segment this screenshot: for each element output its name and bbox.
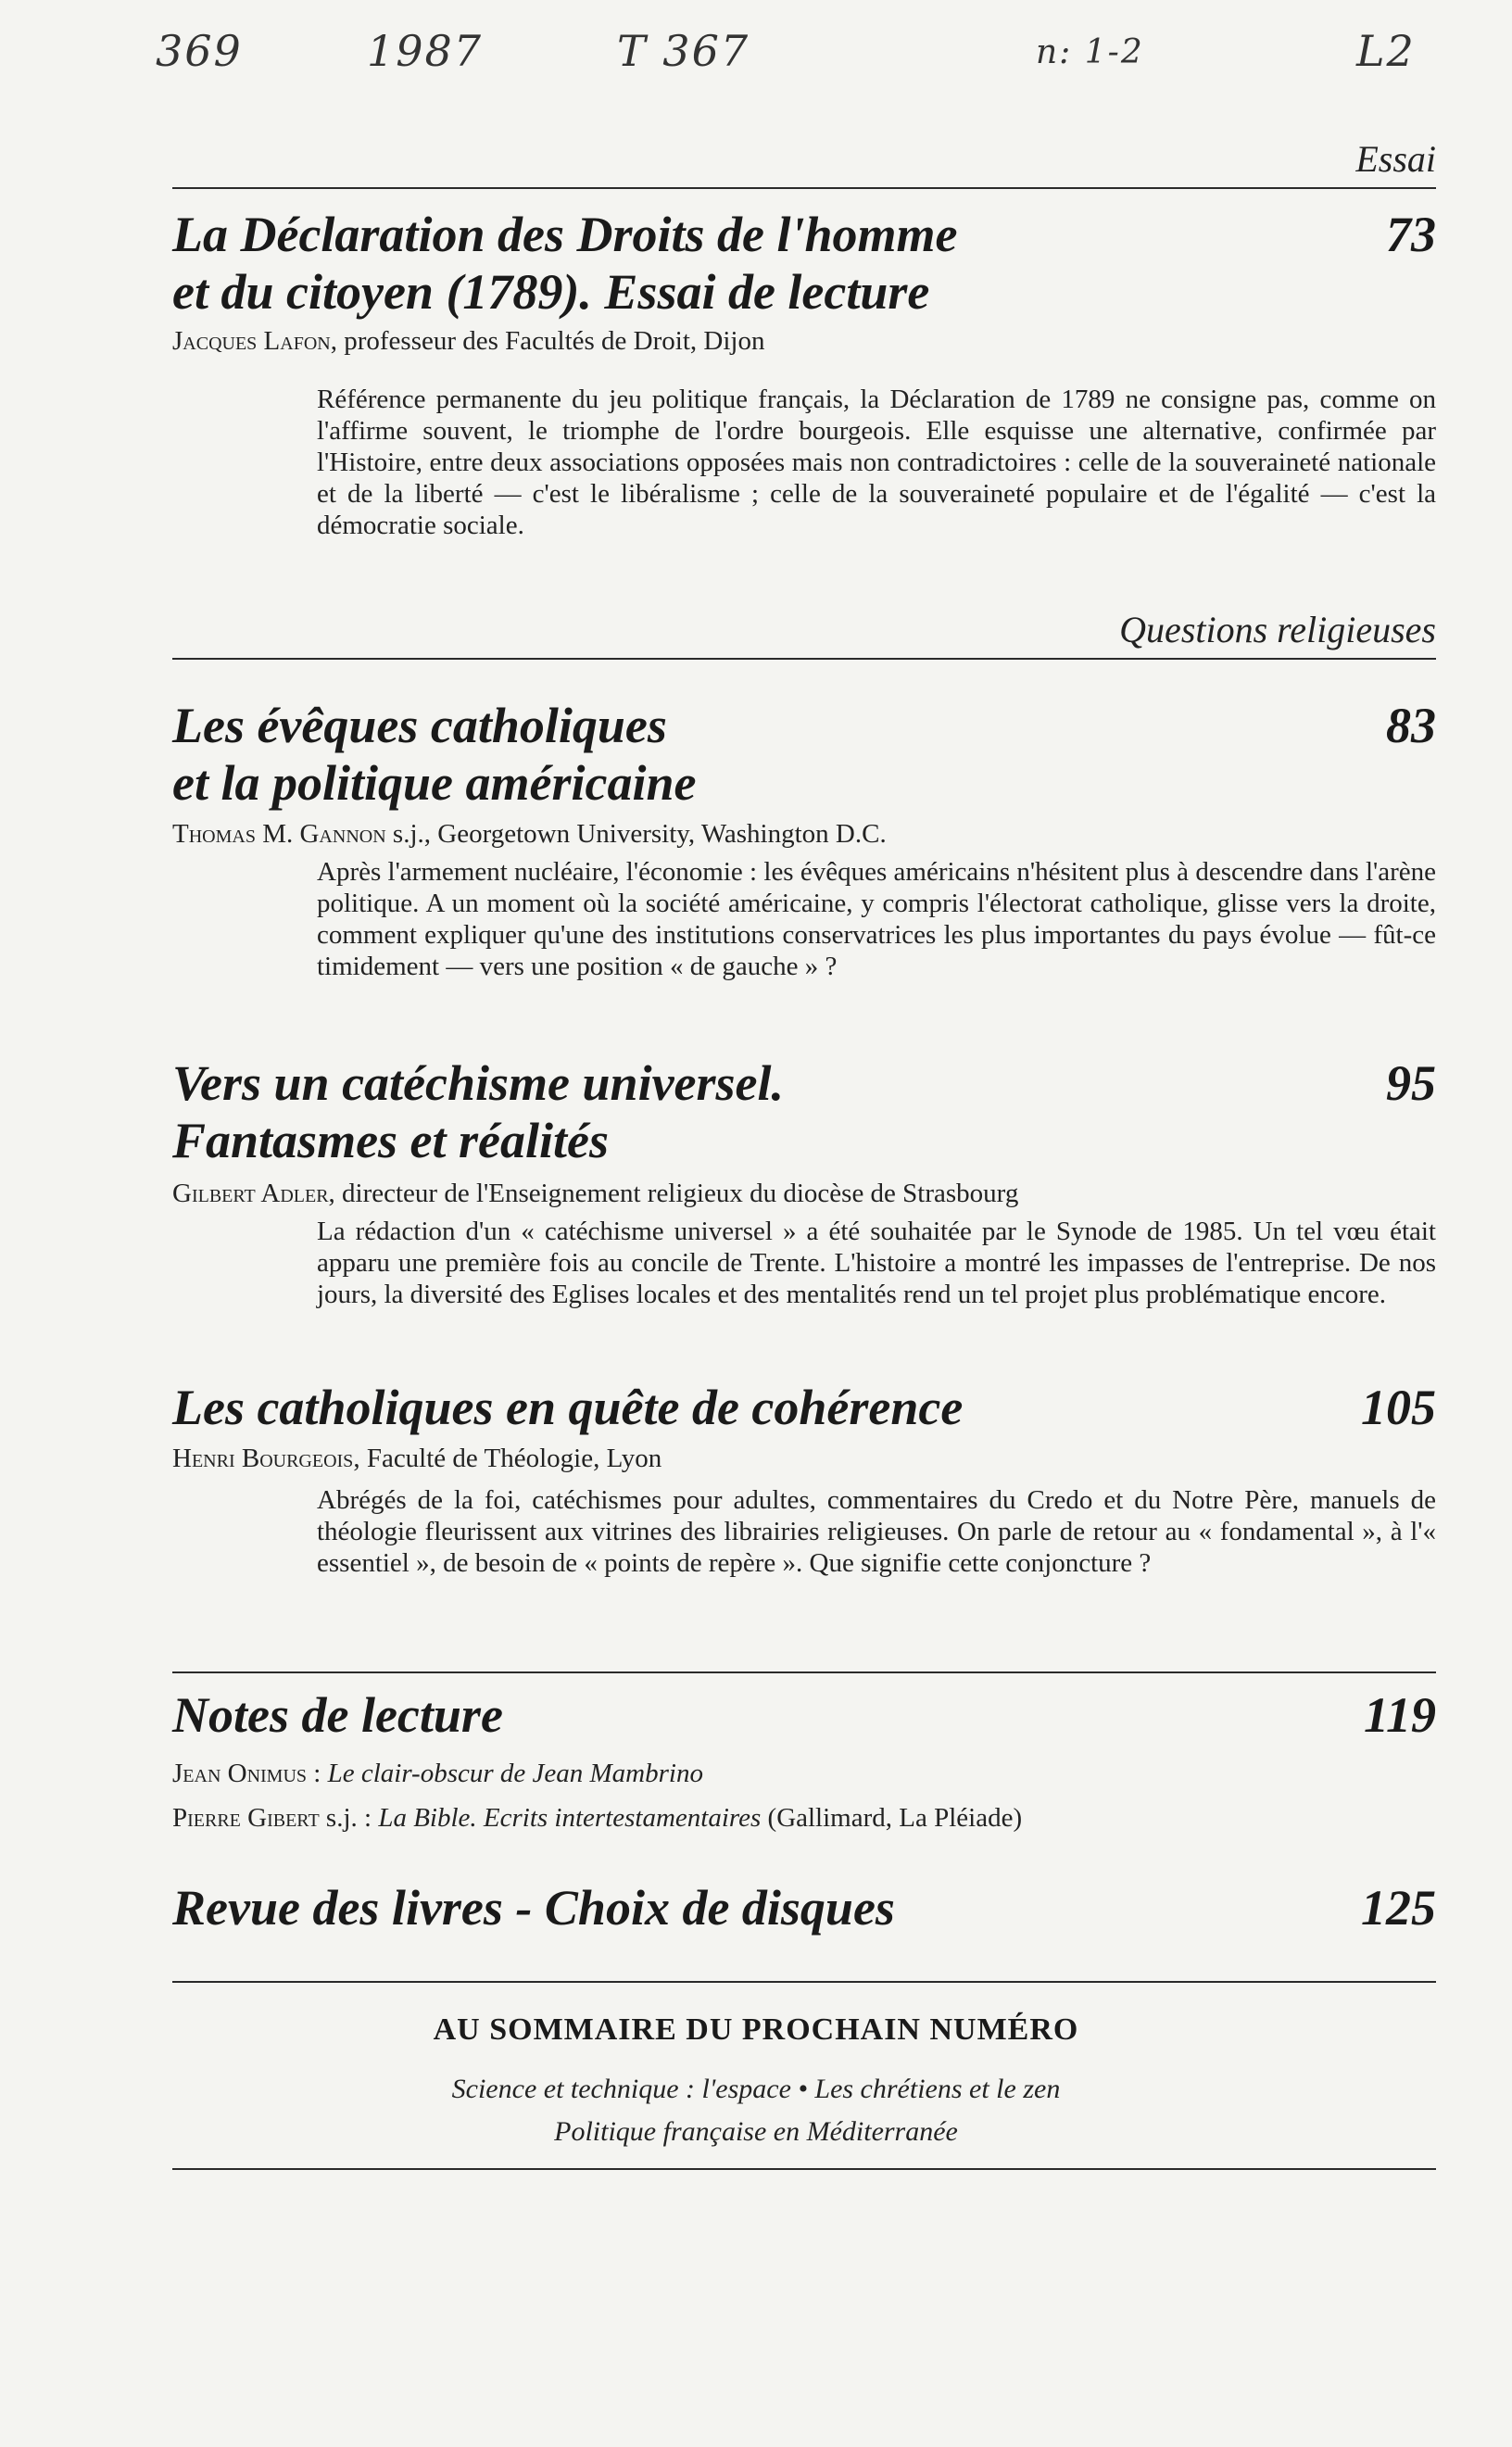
handwritten-mark: L2 (1356, 26, 1416, 76)
article-abstract: Après l'armement nucléaire, l'économie : les évêques américains n'hésitent plus à descendre dans l'arène politique. A un moment où la société américaine, y compris l'électorat catholique, glisse vers la droite, comment expliquer qu'une des institutions conservatrices les plus importantes du pays évolue — fût-ce timidement — vers une position « de gauche » ? (317, 857, 1436, 981)
handwritten-mark: T 367 (617, 26, 750, 76)
page-number: 73 (1386, 207, 1436, 262)
page-number: 95 (1386, 1055, 1436, 1111)
divider (172, 1671, 1436, 1673)
revue-des-livres-title[interactable]: Revue des livres - Choix de disques (172, 1880, 895, 1936)
notes-de-lecture-title[interactable]: Notes de lecture (172, 1687, 503, 1743)
article-title[interactable]: La Déclaration des Droits de l'homme et du citoyen (1789). Essai de lecture (172, 207, 958, 320)
section-label-essai: Essai (1355, 138, 1436, 180)
handwritten-mark: n: 1-2 (1036, 33, 1144, 71)
page-number: 105 (1361, 1380, 1436, 1435)
handwritten-mark: 1987 (367, 26, 484, 76)
section-label-questions-religieuses: Questions religieuses (1119, 609, 1436, 650)
article-title[interactable]: Les évêques catholiques et la politique américaine (172, 698, 697, 811)
article-author: Jacques Lafon, professeur des Facultés de Droit, Dijon (172, 326, 765, 356)
page-number: 125 (1361, 1880, 1436, 1936)
review-entry: Pierre Gibert s.j. : La Bible. Ecrits intertestamentaires (Gallimard, La Pléiade) (172, 1803, 1023, 1833)
article-author: Thomas M. Gannon s.j., Georgetown University, Washington D.C. (172, 819, 887, 849)
review-entry: Jean Onimus : Le clair-obscur de Jean Mambrino (172, 1759, 703, 1788)
page-number: 119 (1363, 1687, 1436, 1743)
divider (172, 1981, 1436, 1983)
divider (172, 2168, 1436, 2170)
article-abstract: Abrégés de la foi, catéchismes pour adultes, commentaires du Credo et du Notre Père, manuels de théologie fleurissent aux vitrines des librairies religieuses. On parle de retour au « fondamental », à l'« essentiel », de besoin de « points de repère ». Que signifie cette conjoncture ? (317, 1485, 1436, 1578)
article-abstract: Référence permanente du jeu politique français, la Déclaration de 1789 ne consigne pas, comme on l'affirme souvent, le triomphe de l'ordre bourgeois. Elle esquisse une alternative, confirmée par l'Histoire, entre deux associations opposées mais non contradictoires : celle de la souveraineté nationale et de la liberté — c'est le libéralisme ; celle de la souveraineté populaire et de l'égalité — c'est la démocratie sociale. (317, 385, 1436, 540)
next-issue-line: Politique française en Méditerranée (554, 2116, 958, 2147)
divider (172, 187, 1436, 189)
next-issue-heading: AU SOMMAIRE DU PROCHAIN NUMÉRO (433, 2012, 1079, 2047)
divider (172, 658, 1436, 660)
next-issue-line: Science et technique : l'espace • Les chrétiens et le zen (451, 2074, 1061, 2104)
article-author: Henri Bourgeois, Faculté de Théologie, Lyon (172, 1444, 662, 1473)
article-abstract: La rédaction d'un « catéchisme universel » a été souhaitée par le Synode de 1985. Un tel vœu était apparu une première fois au concile de Trente. L'histoire a montré les impasses de l'entreprise. De nos jours, la diversité des Eglises locales et des mentalités rend un tel projet plus problématique encore. (317, 1217, 1436, 1309)
page-number: 83 (1386, 698, 1436, 753)
article-author: Gilbert Adler, directeur de l'Enseignement religieux du diocèse de Strasbourg (172, 1179, 1019, 1208)
handwritten-mark: 369 (156, 26, 243, 76)
article-title[interactable]: Vers un catéchisme universel. Fantasmes et réalités (172, 1055, 785, 1168)
article-title[interactable]: Les catholiques en quête de cohérence (172, 1380, 964, 1435)
